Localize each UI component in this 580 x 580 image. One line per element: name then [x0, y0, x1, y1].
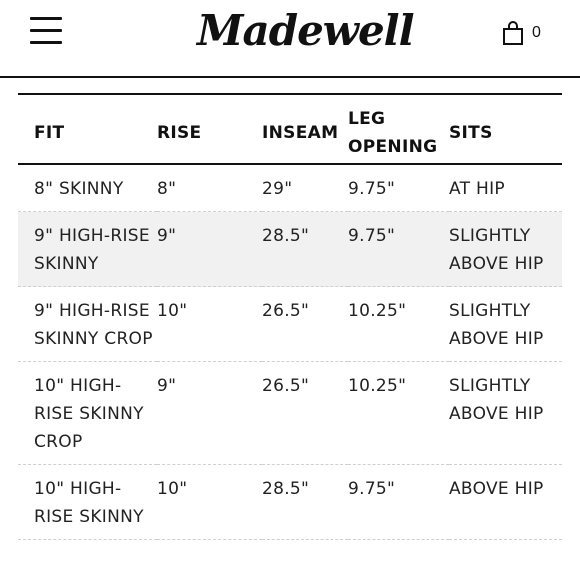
cell-rise: 9" — [157, 226, 177, 246]
bag-count: 0 — [532, 24, 541, 41]
cell-fit: 10" HIGH-RISE SKINNY — [34, 479, 144, 527]
cell-sits: ABOVE HIP — [449, 479, 544, 499]
cell-sits: SLIGHTLY ABOVE HIP — [449, 376, 544, 424]
table-row — [18, 465, 562, 540]
cell-leg-opening: 9.75" — [348, 479, 396, 499]
brand-logo[interactable]: Madewell — [197, 6, 414, 55]
column-header-inseam: INSEAM — [262, 123, 339, 143]
cell-leg-opening: 10.25" — [348, 376, 407, 396]
cell-rise: 9" — [157, 376, 177, 396]
hamburger-menu-icon-bar — [30, 41, 62, 44]
cell-inseam: 26.5" — [262, 376, 310, 396]
hamburger-menu-icon — [30, 17, 62, 20]
table-row — [18, 212, 562, 287]
cell-inseam: 28.5" — [262, 226, 310, 246]
cell-sits: SLIGHTLY ABOVE HIP — [449, 301, 544, 349]
cell-sits: SLIGHTLY ABOVE HIP — [449, 226, 544, 274]
shopping-bag-button[interactable] — [502, 20, 550, 48]
cell-fit: 8" SKINNY — [34, 179, 124, 199]
cell-leg-opening: 10.25" — [348, 301, 407, 321]
cell-rise: 10" — [157, 301, 188, 321]
table-row — [18, 287, 562, 362]
cell-fit: 10" HIGH-RISE SKINNY CROP — [34, 376, 144, 452]
shopping-bag-icon — [502, 20, 524, 46]
table-row — [18, 164, 562, 212]
site-header — [0, 0, 580, 78]
table-header-row — [18, 94, 562, 164]
cell-fit: 9" HIGH-RISE SKINNY CROP — [34, 301, 153, 349]
cell-inseam: 26.5" — [262, 301, 310, 321]
cell-rise: 8" — [157, 179, 177, 199]
size-chart-table — [18, 93, 562, 540]
column-header-rise: RISE — [157, 123, 202, 143]
cell-leg-opening: 9.75" — [348, 226, 396, 246]
cell-inseam: 29" — [262, 179, 293, 199]
cell-sits: AT HIP — [449, 179, 505, 199]
cell-fit: 9" HIGH-RISE SKINNY — [34, 226, 150, 274]
column-header-fit: FIT — [34, 123, 65, 143]
cell-rise: 10" — [157, 479, 188, 499]
cell-inseam: 28.5" — [262, 479, 310, 499]
table-row — [18, 362, 562, 465]
cell-leg-opening: 9.75" — [348, 179, 396, 199]
column-header-sits: SITS — [449, 123, 493, 143]
hamburger-menu-icon-bar — [30, 29, 62, 32]
column-header-leg-opening: LEG OPENING — [348, 109, 438, 157]
menu-button[interactable] — [30, 17, 64, 45]
